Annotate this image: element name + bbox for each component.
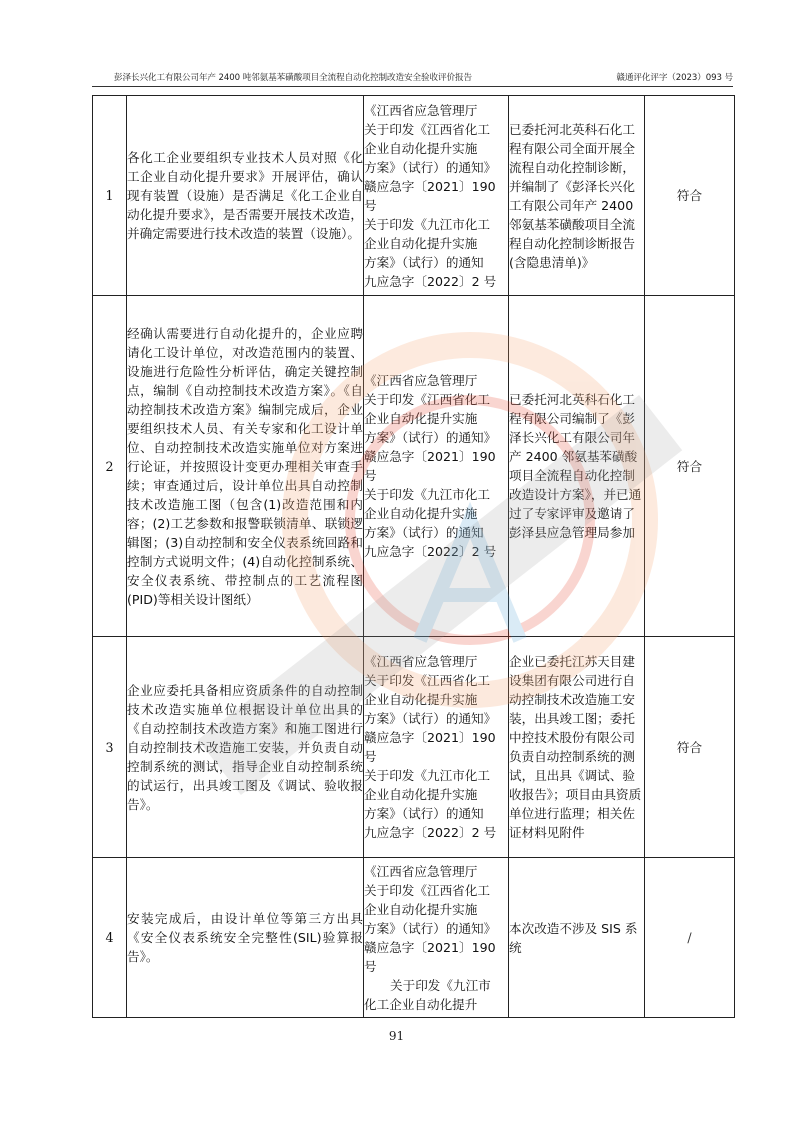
- basis-cell: [364, 637, 509, 858]
- basis-line: 赣应急字〔2021〕190: [364, 449, 496, 464]
- basis-line: 化工企业自动化提升: [364, 996, 478, 1012]
- row-number: 1: [93, 96, 127, 296]
- implementation-text: 企业已委托江苏天目建设集团有限公司进行自动控制技术改造施工安装，出具竣工图；委托中控技术股份有限公司负责自动控制系统的测试，且出具《调试、验收报告》；项目由具资质单位进行监理；相关佐证材料见附件: [509, 654, 642, 840]
- basis-line: 关于印发《九江市化工: [364, 768, 490, 783]
- basis-line: 号: [364, 197, 377, 213]
- row-number: 3: [93, 637, 127, 858]
- checklist-table: [92, 95, 735, 1018]
- table-row: [93, 96, 735, 296]
- basis-line: 方案》（试行）的通知》: [364, 711, 497, 726]
- implementation-cell: [509, 637, 645, 858]
- basis-line: 九应急字〔2022〕2 号: [364, 825, 497, 840]
- basis-line: 号: [364, 958, 377, 974]
- table-row: [93, 637, 735, 858]
- basis-line: 关于印发《九江市: [390, 977, 491, 993]
- requirement-cell: [127, 96, 364, 296]
- basis-line: 企业自动化提升实施: [364, 140, 478, 156]
- basis-line: 方案》（试行）的通知: [364, 806, 484, 821]
- basis-line: 方案》（试行）的通知: [364, 254, 484, 270]
- basis-line: 号: [364, 749, 377, 764]
- basis-line: 关于印发《江西省化工: [364, 673, 490, 688]
- basis-line: 企业自动化提升实施: [364, 506, 478, 521]
- basis-line: 关于印发《九江市化工: [364, 487, 490, 502]
- basis-line: 《江西省应急管理厅: [364, 863, 478, 879]
- basis-line: 《江西省应急管理厅: [364, 102, 478, 118]
- checklist-rows: [93, 96, 735, 1018]
- requirement-text: 安装完成后，由设计单位等第三方出具《安全仪表系统安全完整性(SIL)验算报告》。: [127, 911, 363, 964]
- result-cell: 符合: [645, 296, 735, 637]
- basis-line: 赣应急字〔2021〕190: [364, 730, 496, 745]
- header-report-title: 彭泽长兴化工有限公司年产 2400 吨邻氨基苯磺酸项目全流程自动化控制改造安全验收评价报告: [114, 73, 472, 83]
- implementation-cell: [509, 96, 645, 296]
- basis-line: 方案》（试行）的通知》: [364, 159, 497, 175]
- basis-cell: [364, 96, 509, 296]
- result-cell: 符合: [645, 96, 735, 296]
- basis-line: 方案》（试行）的通知》: [364, 920, 497, 936]
- requirement-text: 经确认需要进行自动化提升的，企业应聘请化工设计单位，对改造范围内的装置、设施进行危险性分析评估，确定关键控制点，编制《自动控制技术改造方案》。《自动控制技术改造方案》编制完成后，企业要组织技术人员、有关专家和化工设计单位、自动控制技术改造实施单位对方案进行论证，并按照设计变更办理相关审查手续；审查通过后，设计单位出具自动控制技术改造施工图（包含(1)改造范围和内容；(2)工艺参数和报警联锁清单、联锁逻辑图；(3)自动控制和安全仪表系统回路和控制方式说明文件；(4)自动化控制系统、安全仪表系统、带控制点的工艺流程图(PID)等相关设计图纸）: [127, 325, 363, 607]
- requirement-cell: [127, 637, 364, 858]
- basis-cell: [364, 858, 509, 1018]
- basis-line: 方案》（试行）的通知: [364, 525, 484, 540]
- basis-line: 九应急字〔2022〕2 号: [364, 544, 497, 559]
- basis-line: 《江西省应急管理厅: [364, 373, 478, 388]
- row-number: 2: [93, 296, 127, 637]
- table-row: [93, 858, 735, 1018]
- requirement-text: 企业应委托具备相应资质条件的自动控制技术改造实施单位根据设计单位出具的《自动控制技术改造方案》和施工图进行自动控制技术改造施工安装，并负责自动控制系统的测试，指导企业自动控制系统的试运行，出具竣工图及《调试、验收报告》。: [127, 682, 363, 812]
- basis-line: 企业自动化提升实施: [364, 692, 478, 707]
- requirement-cell: [127, 858, 364, 1018]
- page-number: 91: [388, 1029, 405, 1043]
- implementation-text: 已委托河北英科石化工程有限公司全面开展全流程自动化控制诊断，并编制了《彭泽长兴化工有限公司年产 2400 邻氨基苯磺酸项目全流程自动化控制诊断报告(含隐患清单)》: [509, 121, 635, 270]
- basis-line: 九应急字〔2022〕2 号: [364, 273, 497, 289]
- basis-cell: [364, 296, 509, 637]
- table-row: [93, 296, 735, 637]
- basis-line: 赣应急字〔2021〕190: [364, 178, 496, 194]
- header-report-number: 赣通评化评字（2023）093 号: [616, 73, 733, 83]
- basis-line: 赣应急字〔2021〕190: [364, 939, 496, 955]
- requirement-text: 各化工企业要组织专业技术人员对照《化工企业自动化提升要求》开展评估，确认现有装置（设施）是否满足《化工企业自动化提升要求》，是否需要开展技术改造，并确定需要进行技术改造的装置（设施）。: [127, 150, 363, 241]
- header-rule: [92, 86, 733, 87]
- basis-line: 关于印发《江西省化工: [364, 882, 490, 898]
- basis-line: 企业自动化提升实施: [364, 787, 478, 802]
- result-cell: 符合: [645, 637, 735, 858]
- basis-line: 关于印发《九江市化工: [364, 216, 490, 232]
- basis-line: 企业自动化提升实施: [364, 901, 478, 917]
- basis-line: 关于印发《江西省化工: [364, 392, 490, 407]
- running-header: [92, 71, 733, 85]
- basis-line: 方案》（试行）的通知》: [364, 430, 497, 445]
- result-cell: /: [645, 858, 735, 1018]
- basis-line: 企业自动化提升实施: [364, 235, 478, 251]
- basis-line: 企业自动化提升实施: [364, 411, 478, 426]
- implementation-text: 已委托河北英科石化工程有限公司编制了《彭泽长兴化工有限公司年产 2400 邻氨基苯磺酸项目全流程自动化控制改造设计方案》，并已通过了专家评审及邀请了彭泽县应急管理局参加: [509, 392, 642, 540]
- row-number: 4: [93, 858, 127, 1018]
- basis-line: 《江西省应急管理厅: [364, 654, 478, 669]
- basis-line: 号: [364, 468, 377, 483]
- implementation-text: 本次改造不涉及 SIS 系统: [509, 920, 638, 955]
- basis-line: 关于印发《江西省化工: [364, 121, 490, 137]
- requirement-cell: [127, 296, 364, 637]
- implementation-cell: [509, 858, 645, 1018]
- implementation-cell: [509, 296, 645, 637]
